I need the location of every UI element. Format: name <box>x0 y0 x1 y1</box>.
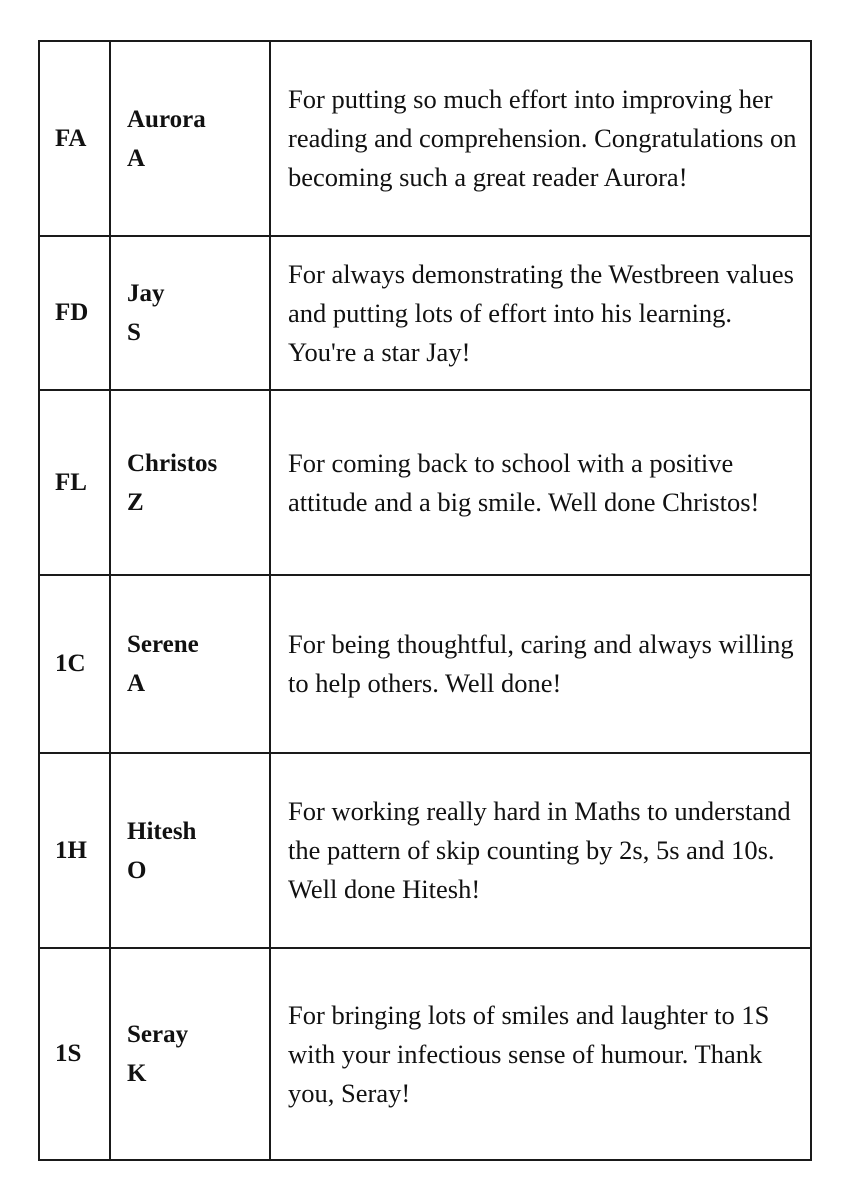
student-first-name: Hitesh <box>127 817 197 845</box>
student-initial: O <box>127 856 147 884</box>
class-code: FD <box>39 236 110 390</box>
student-name <box>110 41 270 236</box>
class-code: FL <box>39 390 110 575</box>
student-first-name: Serene <box>127 631 199 658</box>
student-initial: A <box>127 144 146 172</box>
award-row <box>39 753 811 948</box>
award-message: For putting so much effort into improving her reading and comprehension. Congratulations on becoming such a great reader Aurora! <box>270 41 811 236</box>
award-message: For being thoughtful, caring and always willing to help others. Well done! <box>270 575 811 753</box>
award-row <box>39 948 811 1160</box>
award-message: For bringing lots of smiles and laughter to 1S with your infectious sense of humour. Thank you, Seray! <box>270 948 811 1160</box>
class-code: 1S <box>39 948 110 1160</box>
award-row <box>39 390 811 575</box>
student-name <box>110 753 270 948</box>
award-message: For always demonstrating the Westbreen values and putting lots of effort into his learning. You're a star Jay! <box>270 236 811 390</box>
award-message: For coming back to school with a positive attitude and a big smile. Well done Christos! <box>270 390 811 575</box>
award-row <box>39 575 811 753</box>
student-first-name: Christos <box>127 449 218 477</box>
student-initial: A <box>127 670 146 697</box>
student-initial: K <box>127 1060 147 1087</box>
student-first-name: Seray <box>127 1021 189 1048</box>
student-initial: S <box>127 319 141 346</box>
class-code: 1H <box>39 753 110 948</box>
class-code: 1C <box>39 575 110 753</box>
awards-table <box>38 40 812 1161</box>
class-code: FA <box>39 41 110 236</box>
student-first-name: Aurora <box>127 105 206 133</box>
student-initial: Z <box>127 488 144 516</box>
student-first-name: Jay <box>127 280 165 307</box>
student-name <box>110 948 270 1160</box>
award-row <box>39 41 811 236</box>
award-message: For working really hard in Maths to understand the pattern of skip counting by 2s, 5s and 10s. Well done Hitesh! <box>270 753 811 948</box>
student-name <box>110 390 270 575</box>
student-name <box>110 236 270 390</box>
award-row <box>39 236 811 390</box>
student-name <box>110 575 270 753</box>
